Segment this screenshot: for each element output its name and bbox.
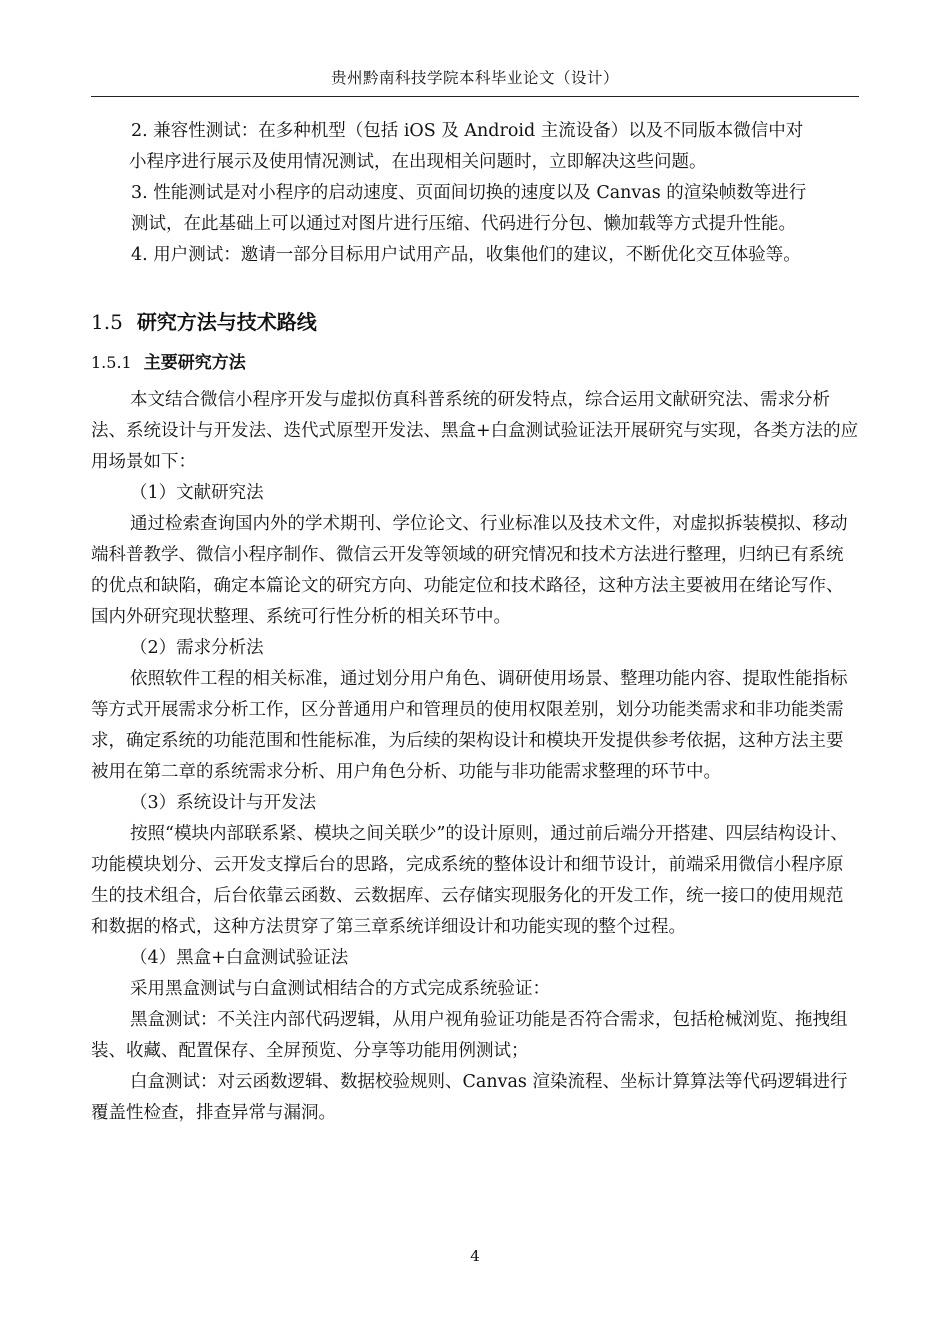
list-item-line: 测试，在此基础上可以通过对图片进行压缩、代码进行分包、懒加载等方式提升性能。 [131,214,796,234]
method-label: （3）系统设计与开发法 [130,793,317,813]
test-paragraph: 黑盒测试：不关注内部代码逻辑，从用户视角验证功能是否符合需求，包括枪械浏览、拖拽组装、收藏、配置保存、全屏预览、分享等功能用例测试； [91,1010,848,1061]
test-paragraph: 白盒测试：对云函数逻辑、数据校验规则、Canvas 渲染流程、坐标计算算法等代码逻辑进行覆盖性检查，排查异常与漏洞。 [91,1072,848,1123]
section-heading [91,305,859,339]
page-number: 4 [470,1247,480,1265]
section-title: 研究方法与技术路线 [136,310,317,334]
page-body [91,116,859,1129]
page-header: 贵州黔南科技学院本科毕业论文（设计） [330,69,619,87]
method-paragraph: 依照软件工程的相关标准，通过划分用户角色、调研使用场景、整理功能内容、提取性能指标等方式开展需求分析工作，区分普通用户和管理员的使用权限差别，划分功能类需求和非功能类需求，确定系统的功能范围和性能标准，为后续的架构设计和模块开发提供参考依据，这种方法主要被用在第二章的系统需求分析、用户角色分析、功能与非功能需求整理的环节中。 [91,669,848,782]
list-item-line: 4. 用户测试：邀请一部分目标用户试用产品，收集他们的建议，不断优化交互体验等。 [131,245,801,265]
subsection-number: 1.5.1 [91,353,132,372]
method-label: （4）黑盒+白盒测试验证法 [130,948,349,968]
subsection-heading [91,347,859,379]
intro-paragraph: 本文结合微信小程序开发与虚拟仿真科普系统的研发特点，综合运用文献研究法、需求分析法、系统设计与开发法、迭代式原型开发法、黑盒+白盒测试验证法开展研究与实现，各类方法的应用场景如下： [91,390,859,472]
list-item-line: 小程序进行展示及使用情况测试，在出现相关问题时，立即解决这些问题。 [129,152,707,172]
header-rule [91,96,859,97]
method-paragraph: 采用黑盒测试与白盒测试相结合的方式完成系统验证： [130,979,550,999]
list-item [91,240,859,271]
method-label: （2）需求分析法 [130,638,264,658]
section-number: 1.5 [91,310,123,334]
list-item-line: 2. 兼容性测试：在多种机型（包括 iOS 及 Android 主流设备）以及不同版本微信中对 [131,121,804,141]
list-item [91,116,859,178]
list-item-line: 3. 性能测试是对小程序的启动速度、页面间切换的速度以及 Canvas 的渲染帧数等进行 [131,183,807,203]
method-paragraph: 通过检索查询国内外的学术期刊、学位论文、行业标准以及技术文件，对虚拟拆装模拟、移动端科普教学、微信小程序制作、微信云开发等领域的研究情况和技术方法进行整理，归纳已有系统的优点和缺陷，确定本篇论文的研究方向、功能定位和技术路径，这种方法主要被用在绪论写作、国内外研究现状整理、系统可行性分析的相关环节中。 [91,514,848,627]
method-label: （1）文献研究法 [130,483,264,503]
list-item [91,178,859,240]
method-paragraph: 按照“模块内部联系紧、模块之间关联少”的设计原则，通过前后端分开搭建、四层结构设计、功能模块划分、云开发支撑后台的思路，完成系统的整体设计和细节设计，前端采用微信小程序原生的技术组合，后台依靠云函数、云数据库、云存储实现服务化的开发工作，统一接口的使用规范和数据的格式，这种方法贯穿了第三章系统详细设计和功能实现的整个过程。 [91,824,848,937]
subsection-title: 主要研究方法 [143,353,246,373]
